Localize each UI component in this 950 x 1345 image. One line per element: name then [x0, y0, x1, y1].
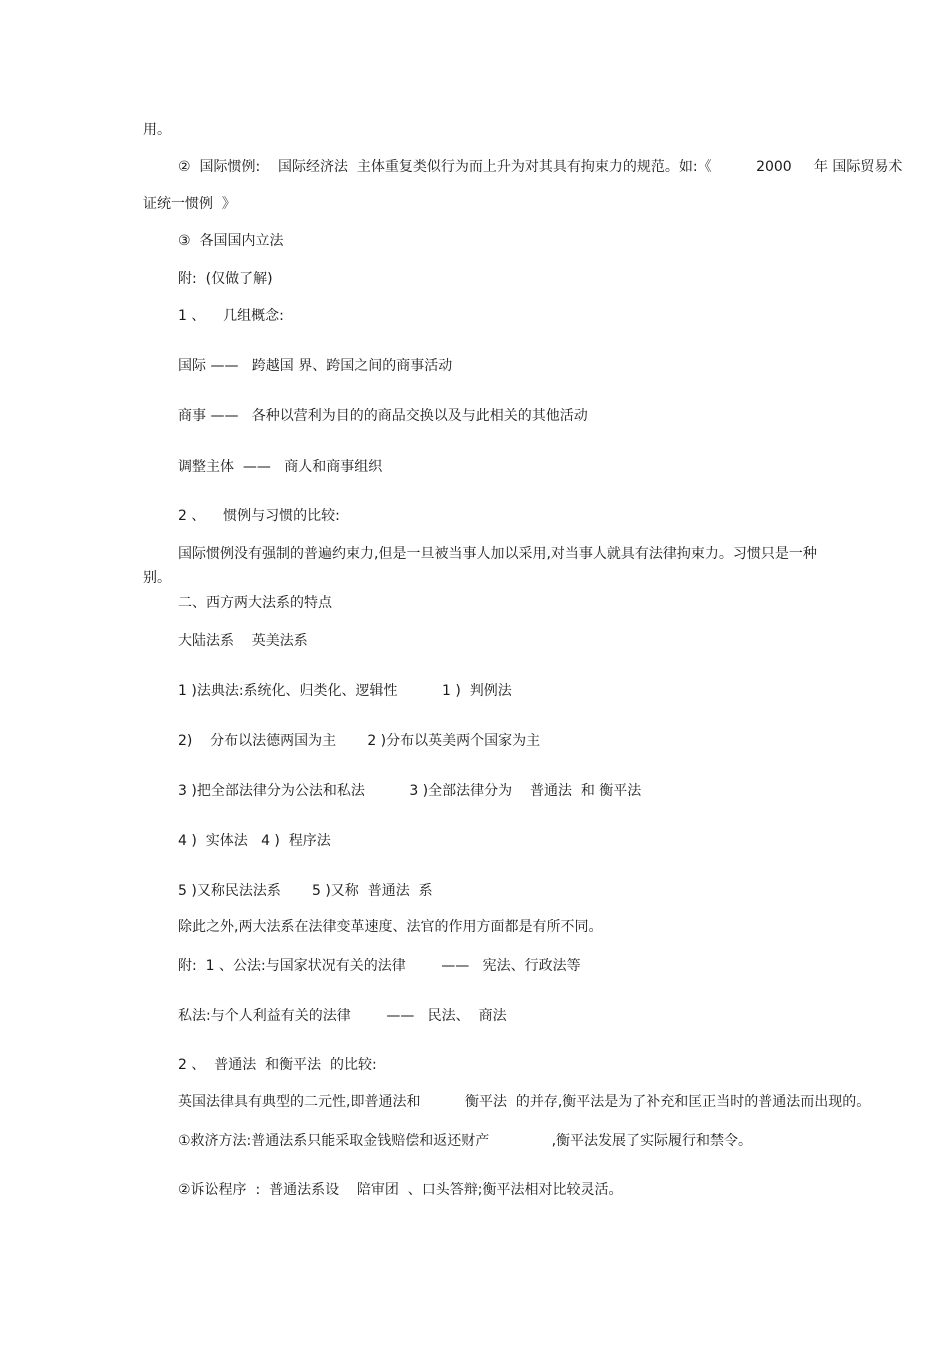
- text-line: 国际惯例没有强制的普遍约束力,但是一旦被当事人加以采用,对当事人就具有法律拘束力。习惯只是一种: [178, 546, 817, 562]
- text-line: 英国法律具有典型的二元性,即普通法和 衡平法 的并存,衡平法是为了补充和匡正当时的普通法而出现的。: [178, 1094, 871, 1110]
- text-line: ② 国际惯例: 国际经济法 主体重复类似行为而上升为对其具有拘束力的规范。如:《 2000 年 国际贸易术: [178, 159, 903, 175]
- text-line: 2 、 普通法 和衡平法 的比较:: [178, 1057, 377, 1073]
- text-line: 3 )把全部法律分为公法和私法 3 )全部法律分为 普通法 和 衡平法: [178, 783, 642, 799]
- text-line: 附: 1 、公法:与国家状况有关的法律 —— 宪法、行政法等: [178, 958, 581, 974]
- text-line: 用。: [143, 122, 171, 138]
- text-line: 别。: [143, 570, 171, 586]
- text-line: 2) 分布以法德两国为主 2 )分布以英美两个国家为主: [178, 733, 541, 749]
- text-line: 2 、 惯例与习惯的比较:: [178, 508, 340, 524]
- text-line: ②诉讼程序 : 普通法系设 陪审团 、口头答辩;衡平法相对比较灵活。: [178, 1182, 623, 1198]
- section-heading: 二、西方两大法系的特点: [178, 595, 332, 611]
- text-line: 证统一惯例 》: [143, 196, 236, 212]
- text-line: 5 )又称民法法系 5 )又称 普通法 系: [178, 883, 433, 899]
- text-line: 4 ) 实体法 4 ) 程序法: [178, 833, 331, 849]
- text-line: 国际 —— 跨越国 界、跨国之间的商事活动: [178, 358, 453, 374]
- text-line: ①救济方法:普通法系只能采取金钱赔偿和返还财产 ,衡平法发展了实际履行和禁令。: [178, 1133, 753, 1149]
- text-line: ③ 各国国内立法: [178, 233, 284, 249]
- text-line: 调整主体 —— 商人和商事组织: [178, 459, 383, 475]
- text-line: 私法:与个人利益有关的法律 —— 民法、 商法: [178, 1008, 507, 1024]
- text-line: 除此之外,两大法系在法律变革速度、法官的作用方面都是有所不同。: [178, 919, 603, 935]
- text-line: 大陆法系 英美法系: [178, 633, 308, 649]
- text-line: 1 、 几组概念:: [178, 308, 284, 324]
- text-line: 附: (仅做了解): [178, 271, 273, 287]
- text-line: 商事 —— 各种以营利为目的的商品交换以及与此相关的其他活动: [178, 408, 588, 424]
- text-line: 1 )法典法:系统化、归类化、逻辑性 1 ) 判例法: [178, 683, 512, 699]
